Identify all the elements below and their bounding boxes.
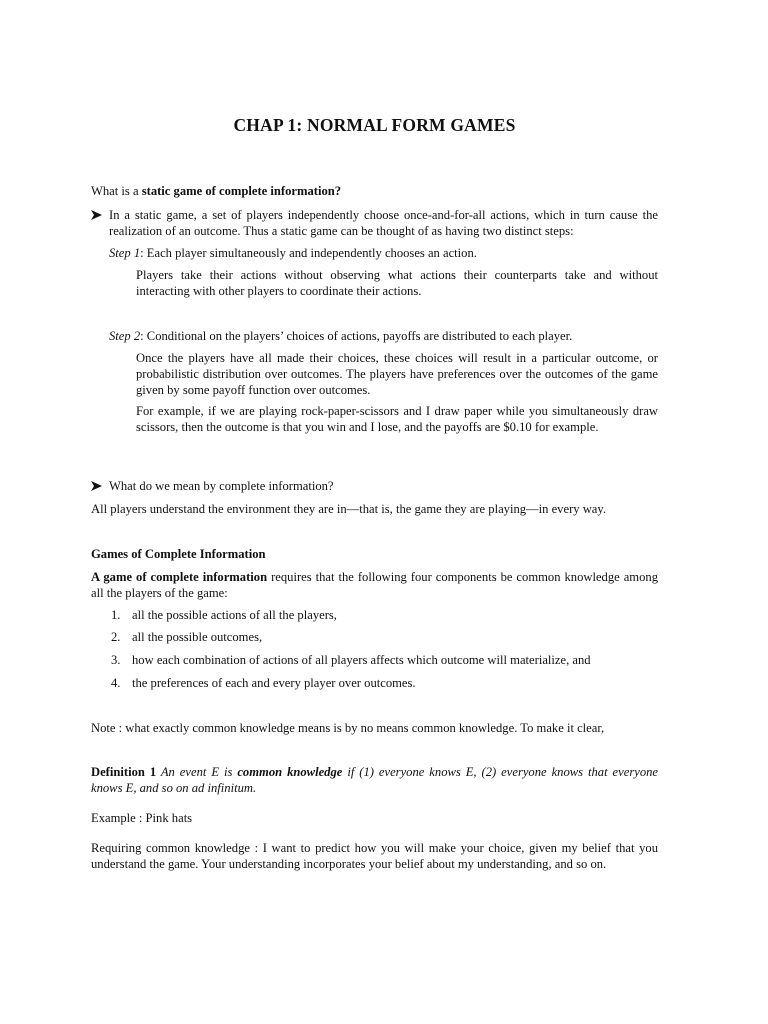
complete-info-answer: All players understand the environment they are in—that is, the game they are playing—in every way. <box>91 502 607 516</box>
definition-part2: if (1) everyone knows E, (2) everyone knows that everyone knows E, and so on ad infinitum. <box>91 765 659 795</box>
step2-label: Step 2 <box>109 329 141 343</box>
section-intro <box>91 569 658 601</box>
step2-detail-1: Once the players have all made their choices, these choices will result in a particular outcome, or probabilistic distribution over outcomes. The players have preferences over the outcomes of the game given by some payoff function over outcomes. <box>136 351 658 397</box>
intro-prefix: What is a <box>91 184 142 198</box>
definition-1 <box>91 764 658 796</box>
definition-label: Definition 1 <box>91 765 157 779</box>
step2-text: : Conditional on the players’ choices of actions, payoffs are distributed to each player. <box>140 329 573 343</box>
definition-part1: An event E is <box>156 765 238 779</box>
bullet-static-game <box>91 207 658 239</box>
step2-line <box>109 328 658 344</box>
arrowhead-bullet-icon <box>91 481 102 491</box>
list-item <box>91 675 658 691</box>
list-item <box>91 629 658 645</box>
intro-question <box>91 183 658 199</box>
list-item-text: all the possible outcomes, <box>132 630 263 644</box>
note-text: Note : what exactly common knowledge means is by no means common knowledge. To make it clear, <box>91 721 605 735</box>
definition-bold-term: common knowledge <box>237 765 343 779</box>
step1-detail: Players take their actions without observing what actions their counterparts take and without interacting with other players to coordinate their actions. <box>136 268 658 298</box>
arrowhead-bullet-icon <box>91 210 102 220</box>
list-item <box>91 652 658 668</box>
bullet-static-game-text: In a static game, a set of players independently choose once-and-for-all actions, which in turn cause the realization of an outcome. Thus a static game can be thought of as having two distinct steps: <box>109 208 658 238</box>
section-intro-bold: A game of complete information <box>91 570 268 584</box>
list-item-text: all the possible actions of all the players, <box>132 608 337 622</box>
list-item-number: 1. <box>111 608 121 622</box>
requiring-text: Requiring common knowledge : I want to predict how you will make your choice, given my belief that you understand the game. Your understanding incorporates your belief about my understanding, and so on. <box>91 841 658 871</box>
list-item-text: how each combination of actions of all players affects which outcome will materialize, and <box>132 653 591 667</box>
list-item-number: 2. <box>111 630 121 644</box>
list-item-number: 4. <box>111 676 121 690</box>
example-text: Example : Pink hats <box>91 811 193 825</box>
bullet-complete-info-text: What do we mean by complete information? <box>109 479 334 493</box>
page-title: CHAP 1: NORMAL FORM GAMES <box>233 115 516 135</box>
section-heading: Games of Complete Information <box>91 547 266 561</box>
bullet-complete-info <box>91 478 658 494</box>
step1-text: : Each player simultaneously and independently chooses an action. <box>140 246 477 260</box>
list-item <box>91 607 658 623</box>
step1-line <box>109 245 658 261</box>
step1-label: Step 1 <box>109 246 141 260</box>
step2-detail-2: For example, if we are playing rock-paper-scissors and I draw paper while you simultaneously draw scissors, then the outcome is that you win and I lose, and the payoffs are $0.10 for example. <box>136 404 658 434</box>
section-intro-rest: requires that the following four components be common knowledge among all the players of the game: <box>91 570 658 600</box>
list-item-number: 3. <box>111 653 121 667</box>
list-item-text: the preferences of each and every player over outcomes. <box>132 676 416 690</box>
intro-bold: static game of complete information? <box>141 184 342 198</box>
document-page <box>91 0 658 1024</box>
